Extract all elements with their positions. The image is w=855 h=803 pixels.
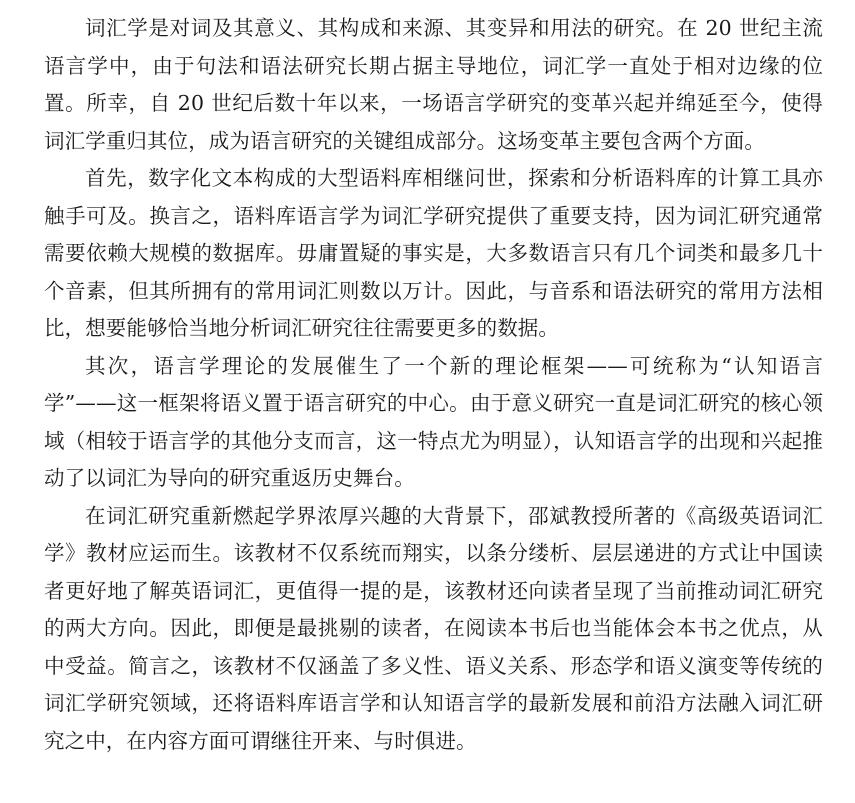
paragraph-1: 词汇学是对词及其意义、其构成和来源、其变异和用法的研究。在 20 世纪主流语言学中，由于句法和语法研究长期占据主导地位，词汇学一直处于相对边缘的位置。所幸，自 20 世纪后数十年以来，一场语言学研究的变革兴起并绵延至今，使得词汇学重归其位，成为语言研究的关键组成部分。这场变革主要包含两个方面。 [44, 16, 823, 153]
paragraph-4: 在词汇研究重新燃起学界浓厚兴趣的大背景下，邵斌教授所著的《高级英语词汇学》教材应运而生。该教材不仅系统而翔实，以条分缕析、层层递进的方式让中国读者更好地了解英语词汇，更值得一提的是，该教材还向读者呈现了当前推动词汇研究的两大方向。因此，即便是最挑剔的读者，在阅读本书后也当能体会本书之优点，从中受益。简言之，该教材不仅涵盖了多义性、语义关系、形态学和语义演变等传统的词汇学研究领域，还将语料库语言学和认知语言学的最新发展和前沿方法融入词汇研究之中，在内容方面可谓继往开来、与时俱进。 [44, 503, 823, 753]
document-body [44, 10, 823, 760]
paragraph-2: 首先，数字化文本构成的大型语料库相继问世，探索和分析语料库的计算工具亦触手可及。换言之，语料库语言学为词汇学研究提供了重要支持，因为词汇研究通常需要依赖大规模的数据库。毋庸置疑的事实是，大多数语言只有几个词类和最多几十个音素，但其所拥有的常用词汇则数以万计。因此，与音系和语法研究的常用方法相比，想要能够恰当地分析词汇研究往往需要更多的数据。 [44, 166, 823, 340]
paragraph-3: 其次，语言学理论的发展催生了一个新的理论框架——可统称为“认知语言学”——这一框架将语义置于语言研究的中心。由于意义研究一直是词汇研究的核心领域（相较于语言学的其他分支而言，这一特点尤为明显），认知语言学的出现和兴起推动了以词汇为导向的研究重返历史舞台。 [44, 353, 823, 490]
